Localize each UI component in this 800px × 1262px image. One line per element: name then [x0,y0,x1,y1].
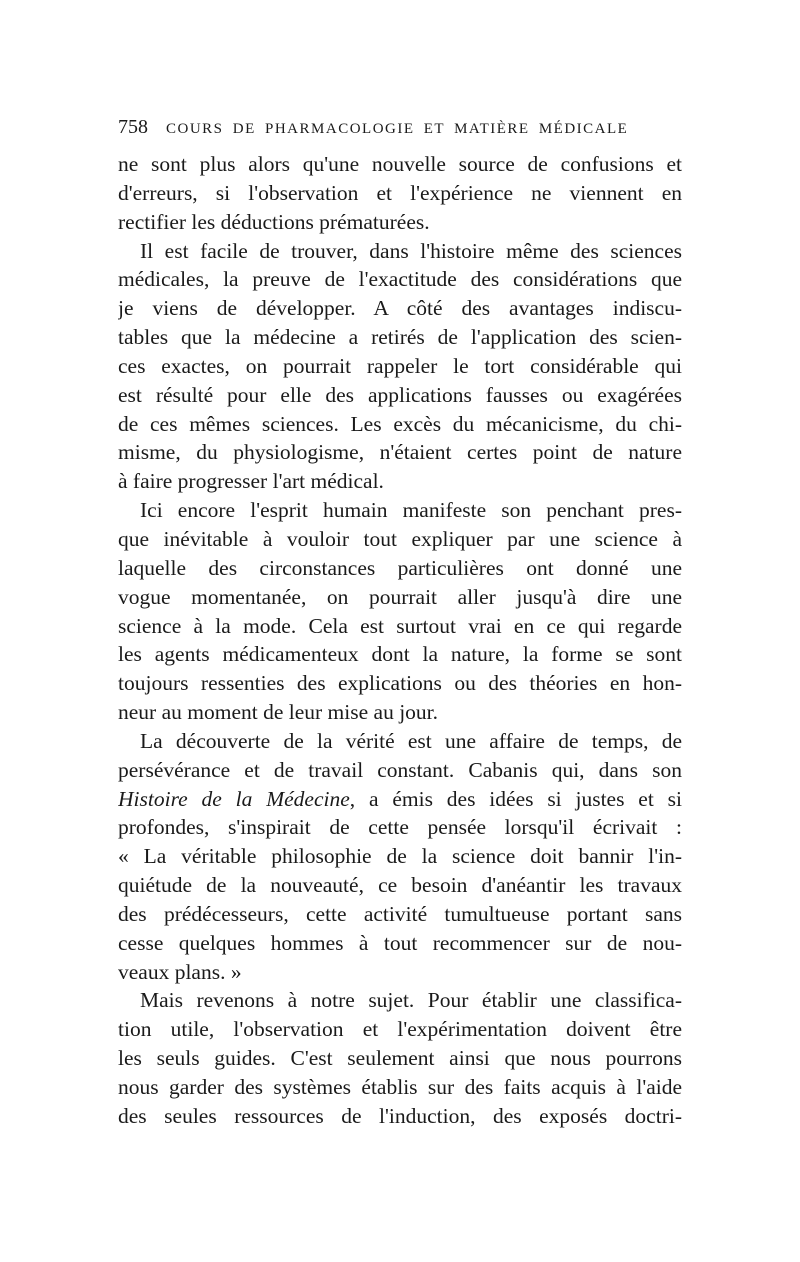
text-line: persévérance et de travail constant. Cabanis qui, dans son [118,757,682,782]
text-line: les agents médicamenteux dont la nature, la forme se sont [118,642,682,667]
running-header [118,116,680,140]
text-line: les seuls guides. C'est seulement ainsi que nous pourrons [118,1046,682,1071]
italic-book-title: Histoire de la Médecine [118,786,350,811]
text-line-with-italic-title [118,785,682,814]
text-line: je viens de développer. A côté des avantages indiscu- [118,296,682,321]
text-line: des prédécesseurs, cette activité tumultueuse portant sans [118,901,682,926]
text-line: tables que la médecine a retirés de l'application des scien- [118,325,682,350]
text-line: « La véritable philosophie de la science doit bannir l'in- [118,844,682,869]
text-line: neur au moment de leur mise au jour. [118,700,439,725]
text-line: des seules ressources de l'induction, des exposés doctri- [118,1103,682,1128]
running-title: COURS DE PHARMACOLOGIE ET MATIÈRE MÉDICALE [166,121,629,137]
text-line: quiétude de la nouveauté, ce besoin d'anéantir les travaux [118,873,682,898]
text-line: Mais revenons à notre sujet. Pour établir une classifica- [140,988,682,1013]
text-line: est résulté pour elle des applications fausses ou exagérées [118,382,682,407]
text-line: ne sont plus alors qu'une nouvelle source de confusions et [118,152,682,176]
text-line: toujours ressenties des explications ou des théories en hon- [118,671,682,696]
text-line: misme, du physiologisme, n'étaient certes point de nature [118,440,682,465]
page-number: 758 [118,116,148,138]
text-line: science à la mode. Cela est surtout vrai en ce qui regarde [118,613,682,638]
text-line: médicales, la preuve de l'exactitude des considérations que [118,267,682,292]
text-line: de ces mêmes sciences. Les excès du mécanicisme, du chi- [118,411,682,436]
text-line: rectifier les déductions prématurées. [118,209,430,234]
text-line: cesse quelques hommes à tout recommencer sur de nou- [118,930,682,955]
text-line: ces exactes, on pourrait rappeler le tort considérable qui [118,353,682,378]
text-line: d'erreurs, si l'observation et l'expérience ne viennent en [118,180,682,205]
body-text [118,150,682,1131]
text-line: nous garder des systèmes établis sur des faits acquis à l'aide [118,1075,682,1099]
text-line: Ici encore l'esprit humain manifeste son penchant pres- [140,498,682,523]
text-line: tion utile, l'observation et l'expérimentation doivent être [118,1017,682,1042]
text-line: profondes, s'inspirait de cette pensée lorsqu'il écrivait : [118,815,682,840]
text-line: La découverte de la vérité est une affaire de temps, de [140,728,682,753]
text-line: laquelle des circonstances particulières ont donné une [118,555,682,580]
text-line: à faire progresser l'art médical. [118,469,384,494]
text-line-rest: , a émis des idées si justes et si [349,786,682,811]
text-line: vogue momentanée, on pourrait aller jusqu'à dire une [118,584,682,609]
text-line: Il est facile de trouver, dans l'histoire même des sciences [140,238,682,263]
text-line: que inévitable à vouloir tout expliquer par une science à [118,526,682,551]
text-line: veaux plans. » [118,959,242,984]
